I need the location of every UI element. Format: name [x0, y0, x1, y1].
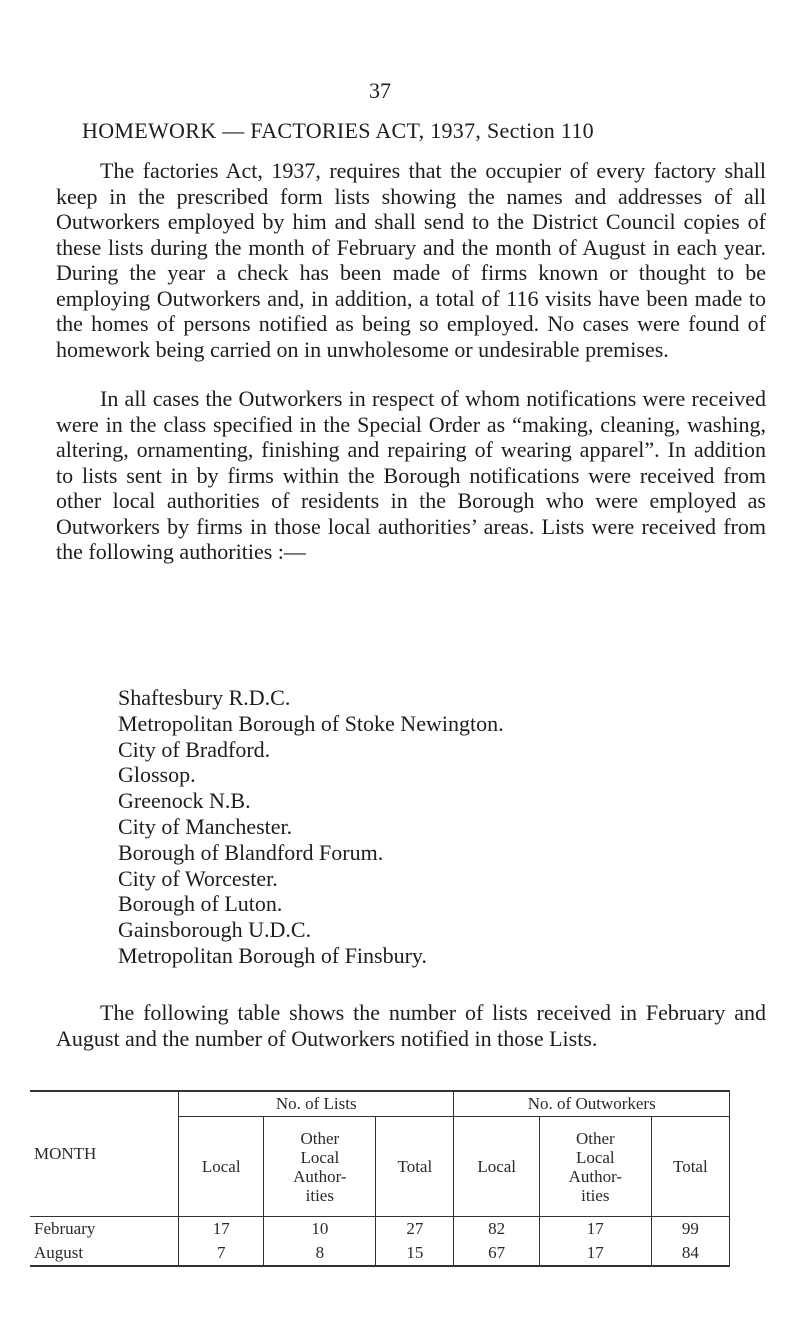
- lists-other-header: Other Local Author- ities: [264, 1117, 376, 1217]
- cell-lists-total: 27: [376, 1217, 454, 1242]
- cell-outworkers-total: 99: [651, 1217, 729, 1242]
- cell-lists-total: 15: [376, 1241, 454, 1266]
- outworkers-other-header: Other Local Author- ities: [539, 1117, 651, 1217]
- paragraph-table-intro: The following table shows the number of lists received in February and August and the number of Outworkers notified in those Lists.: [56, 1000, 766, 1051]
- list-item: Glossop.: [118, 762, 196, 788]
- cell-lists-other: 10: [264, 1217, 376, 1242]
- cell-lists-local: 17: [179, 1217, 264, 1242]
- outworkers-total-header: Total: [651, 1117, 729, 1217]
- cell-lists-other: 8: [264, 1241, 376, 1266]
- outworkers-local-header: Local: [454, 1117, 539, 1217]
- list-item: Shaftesbury R.D.C.: [118, 685, 291, 710]
- outworkers-group-header: No. of Outworkers: [454, 1091, 730, 1117]
- cell-lists-local: 7: [179, 1241, 264, 1266]
- list-item: Metropolitan Borough of Stoke Newington.: [118, 710, 504, 736]
- list-item: Gainsborough U.D.C.: [118, 917, 312, 943]
- cell-outworkers-local: 82: [454, 1217, 539, 1242]
- paragraph-notifications: In all cases the Outworkers in respect of whom notifications were received were in the class specified in the Special Order as “making, cleaning, washing, altering, ornamenting, finishing and repairing of wearing apparel”. In addition to lists sent in by firms within the Borough notifications were received from other local authorities of residents in the Borough who were employed as Outworkers by firms in those local authorities’ areas. Lists were received from the following authorities :—: [56, 386, 766, 564]
- list-item: City of Worcester.: [118, 865, 278, 891]
- list-item: Borough of Blandford Forum.: [118, 839, 384, 865]
- lists-local-header: Local: [179, 1117, 264, 1217]
- page-number: 37: [369, 78, 391, 103]
- list-item: Borough of Luton.: [118, 891, 283, 917]
- table-row: [30, 1217, 730, 1242]
- cell-outworkers-local: 67: [454, 1241, 539, 1266]
- paragraph-factories-act: The factories Act, 1937, requires that the occupier of every factory shall keep in the prescribed form lists showing the names and addresses of all Outworkers employed by him and shall send to the District Council copies of these lists during the month of February and the month of August in each year. During the year a check has been made of firms known or thought to be employing Outworkers and, in addition, a total of 116 visits have been made to the homes of persons notified as being so employed. No cases were found of homework being carried on in unwholesome or undesirable premises.: [56, 158, 766, 362]
- row-month: August: [30, 1241, 179, 1266]
- outworkers-table: [30, 1090, 730, 1267]
- list-item: Greenock N.B.: [118, 788, 251, 814]
- month-header: MONTH: [30, 1091, 179, 1217]
- list-item: Metropolitan Borough of Finsbury.: [118, 942, 427, 968]
- lists-total-header: Total: [376, 1117, 454, 1217]
- list-item: City of Bradford.: [118, 736, 271, 762]
- cell-outworkers-other: 17: [539, 1217, 651, 1242]
- cell-outworkers-total: 84: [651, 1241, 729, 1266]
- row-month: February: [34, 1219, 96, 1238]
- list-item: City of Manchester.: [118, 813, 293, 839]
- section-heading: HOMEWORK — FACTORIES ACT, 1937, Section 110: [82, 118, 594, 143]
- table-row: [30, 1241, 730, 1266]
- cell-outworkers-other: 17: [539, 1241, 651, 1266]
- lists-group-header: No. of Lists: [179, 1091, 454, 1117]
- authorities-list: [118, 685, 504, 969]
